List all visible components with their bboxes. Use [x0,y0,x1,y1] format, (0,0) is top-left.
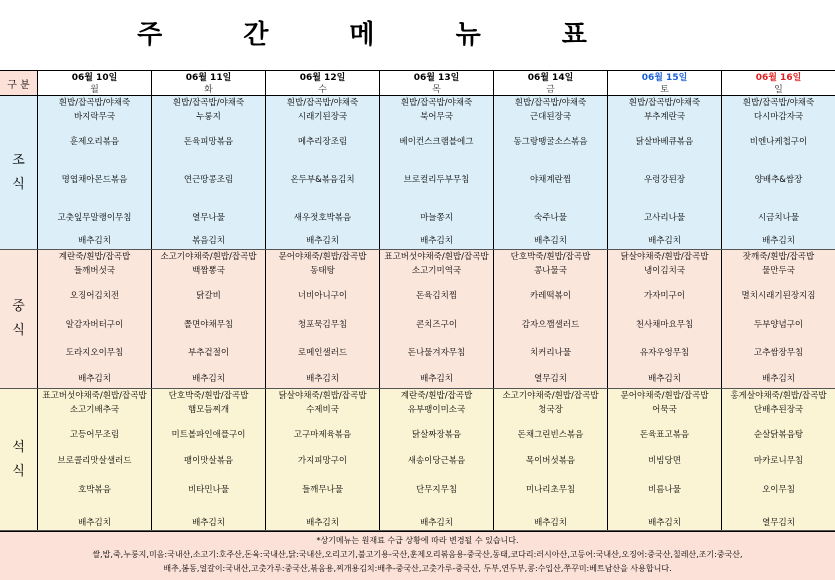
menu-item: 부추겉절이 [187,348,230,358]
menu-item: 배추김치 [420,518,453,528]
menu-item: 동태탕 [310,266,335,276]
menu-item: 오이무침 [762,485,795,495]
menu-item: 소고기배추국 [69,405,120,415]
day-header-wed [266,71,380,95]
menu-item: 배추김치 [534,518,567,528]
menu-item: 팽이맛살볶음 [183,456,234,466]
menu-item: 배추김치 [78,374,111,384]
menu-item: 닭살야채죽/흰밥/잡곡밥 [278,391,367,401]
day-header-sun [722,71,835,95]
menu-item: 소고기야채죽/흰밥/잡곡밥 [502,391,599,401]
menu-item: 흰밥/잡곡밥/야채죽 [286,98,359,108]
menu-item: 다시마감자국 [753,112,804,122]
menu-item: 미나리초무침 [525,485,576,495]
menu-item: 비엔나케첩구이 [749,137,808,147]
menu-item: 가자미구이 [643,291,686,301]
menu-item: 소고기미역국 [411,266,462,276]
menu-item: 시래기된장국 [297,112,348,122]
menu-item: 메추리장조림 [297,137,348,147]
day-date: 06월 11일 [185,73,232,83]
menu-item: 계란죽/흰밥/잡곡밥 [400,391,473,401]
day-weekday: 토 [660,85,669,95]
menu-cell [722,96,835,249]
menu-cell [722,389,835,530]
menu-item: 오징어김치전 [69,291,120,301]
menu-item: 볶음김치 [192,236,225,246]
menu-item: 온두부&볶음김치 [290,175,355,185]
menu-cell [380,96,494,249]
notice-line: 배추,봄동,얼갈이:국내산,고춧가루:중국산,볶음용,찌개용김치:배추-중국산,고춧가루-중국산, 두부,연두부,콩:수입산,쭈꾸미:베트남산을 사용합니다. [163,564,672,573]
menu-cell [380,250,494,388]
menu-item: 홍게살야채죽/흰밥/잡곡밥 [730,391,827,401]
menu-item: 브로컬리두부무침 [403,175,470,185]
menu-item: 배추김치 [762,374,795,384]
menu-item: 고등어무조림 [69,430,120,440]
day-weekday: 목 [432,85,441,95]
menu-item: 소고기야채죽/흰밥/잡곡밥 [160,252,257,262]
menu-item: 마늘쫑지 [420,213,453,223]
menu-item: 비름나물 [648,485,681,495]
header-row [0,70,835,96]
meal-label [0,96,38,249]
menu-cell [38,389,152,530]
menu-item: 흰밥/잡곡밥/야채죽 [400,98,473,108]
menu-item: 배추김치 [648,374,681,384]
menu-cell [152,389,266,530]
page-title: 주 간 메 뉴 표 [137,20,623,50]
day-weekday: 일 [774,85,783,95]
menu-cell [38,96,152,249]
menu-item: 들깨버섯국 [73,266,116,276]
menu-item: 흰밥/잡곡밥/야채죽 [514,98,587,108]
menu-item: 숙주나물 [534,213,567,223]
menu-item: 고사리나물 [643,213,686,223]
menu-item: 양배추&쌈장 [754,175,803,185]
day-header-sat [608,71,722,95]
day-date: 06월 12일 [299,73,346,83]
menu-cell [608,389,722,530]
menu-item: 북어무국 [420,112,453,122]
menu-item: 부추계란국 [643,112,686,122]
day-date: 06월 13일 [413,73,460,83]
meal-label-char: 식 [12,176,25,192]
menu-cell [266,389,380,530]
menu-item: 열무나물 [192,213,225,223]
menu-item: 수제비국 [306,405,339,415]
menu-item: 흰밥/잡곡밥/야채죽 [742,98,815,108]
menu-item: 배추김치 [192,518,225,528]
menu-item: 흰밥/잡곡밥/야채죽 [58,98,131,108]
day-weekday: 수 [318,85,327,95]
menu-item: 배추김치 [534,236,567,246]
menu-item: 열무김치 [534,374,567,384]
menu-item: 닭살바베큐볶음 [635,137,694,147]
menu-item: 베이컨스크램블에그 [399,137,474,147]
day-header-thu [380,71,494,95]
menu-item: 닭살야채죽/흰밥/잡곡밥 [620,252,709,262]
menu-item: 어묵국 [652,405,677,415]
meal-label-char: 식 [12,463,25,479]
menu-item: 문어야채죽/흰밥/잡곡밥 [620,391,709,401]
menu-item: 미트볼파인애플구이 [171,430,246,440]
menu-item: 너비아니구이 [297,291,348,301]
menu-item: 들깨무나물 [301,485,344,495]
menu-item: 물만두국 [762,266,795,276]
menu-item: 고구마제육볶음 [293,430,352,440]
meal-label-char: 중 [12,299,25,314]
menu-item: 두부양념구이 [753,320,804,330]
menu-item: 흰밥/잡곡밥/야채죽 [172,98,245,108]
menu-item: 배추김치 [648,236,681,246]
day-weekday: 금 [546,85,555,95]
menu-cell [608,250,722,388]
day-header-mon [38,71,152,95]
menu-item: 배추김치 [306,374,339,384]
notice-line: *상기메뉴는 원재료 수급 상황에 따라 변경될 수 있습니다. [316,536,519,545]
menu-item: 단무지무침 [415,485,458,495]
menu-item: 바지락무국 [73,112,116,122]
menu-item: 배추김치 [306,518,339,528]
menu-item: 유자우엉무침 [639,348,690,358]
meal-row-breakfast [0,96,835,250]
menu-item: 배추김치 [762,236,795,246]
menu-item: 청포묵김무침 [297,320,348,330]
menu-item: 비타민나물 [187,485,230,495]
header-label: 구 분 [0,71,38,95]
menu-item: 배추김치 [420,236,453,246]
menu-item: 콩나물국 [534,266,567,276]
menu-item: 마카로니무침 [753,456,804,466]
day-weekday: 월 [90,85,99,95]
menu-cell [266,250,380,388]
menu-item: 흰밥/잡곡밥/야채죽 [628,98,701,108]
menu-item: 닭살짜장볶음 [411,430,462,440]
menu-item: 단배추된장국 [753,405,804,415]
menu-item: 냉이김치국 [643,266,686,276]
menu-cell [494,250,608,388]
menu-cell [152,250,266,388]
menu-item: 새우젓호박볶음 [293,213,352,223]
menu-item: 백짬뽕국 [192,266,225,276]
menu-item: 고춧잎무말랭이무침 [57,213,132,223]
menu-cell [38,250,152,388]
menu-item: 동그랑땡굴소스볶음 [513,137,588,147]
menu-item: 알감자버터구이 [65,320,124,330]
menu-item: 목이버섯볶음 [525,456,576,466]
menu-item: 돈육피망볶음 [183,137,234,147]
day-date: 06월 15일 [641,73,688,83]
menu-item: 콘치즈구이 [415,320,458,330]
day-header-tue [152,71,266,95]
menu-item: 햄모듬찌개 [187,405,230,415]
notice-box [0,531,835,580]
meal-row-lunch [0,250,835,389]
menu-cell [152,96,266,249]
meal-label [0,389,38,530]
menu-item: 단호박죽/흰밥/잡곡밥 [510,252,591,262]
menu-item: 야채계란찜 [529,175,572,185]
menu-item: 훈제오리볶음 [69,137,120,147]
menu-item: 비빔당면 [648,456,681,466]
menu-item: 돈육표고볶음 [639,430,690,440]
menu-item: 새송이당근볶음 [407,456,466,466]
menu-item: 계란죽/흰밥/잡곡밥 [58,252,131,262]
menu-item: 누룽지 [196,112,221,122]
day-date: 06월 10일 [71,73,118,83]
day-date: 06월 16일 [755,73,802,83]
menu-item: 배추김치 [648,518,681,528]
menu-item: 우렁강된장 [643,175,686,185]
menu-item: 닭갈비 [196,291,221,301]
menu-item: 시금치나물 [757,213,800,223]
day-weekday: 화 [204,85,213,95]
meal-row-dinner [0,389,835,531]
day-header-fri [494,71,608,95]
menu-item: 멸치시래기된장지짐 [741,291,816,301]
menu-item: 배추김치 [78,518,111,528]
menu-item: 도라지오이무침 [65,348,124,358]
notice-line: 쌀,밥,죽,누룽지,미음:국내산,소고기:호주산,돈육:국내산,닭:국내산,오리고기,불고기용-국산,훈제오리볶음용-중국산,동태,코다리:러시아산,고등어:국내산,오징어:중국산,칠레산,조기:중국산, [92,550,743,559]
meal-label-char: 조 [12,152,25,168]
menu-cell [380,389,494,530]
menu-cell [494,96,608,249]
meal-label [0,250,38,388]
menu-item: 연근땅콩조림 [183,175,234,185]
menu-item: 카레떡볶이 [529,291,572,301]
menu-item: 청국장 [538,405,563,415]
menu-item: 돈나물겨자무침 [407,348,466,358]
menu-item: 치커리나물 [529,348,572,358]
menu-item: 순살닭볶음탕 [753,430,804,440]
menu-item: 문어야채죽/흰밥/잡곡밥 [278,252,367,262]
menu-item: 유부팽이미소국 [407,405,466,415]
menu-item: 로메인샐러드 [297,348,348,358]
menu-cell [608,96,722,249]
menu-item: 쫄면야채무침 [183,320,234,330]
menu-item: 표고버섯야채죽/흰밥/잡곡밥 [42,391,147,401]
menu-item: 표고버섯야채죽/흰밥/잡곡밥 [384,252,489,262]
menu-item: 단호박죽/흰밥/잡곡밥 [168,391,249,401]
meal-label-char: 석 [12,439,25,455]
menu-item: 근대된장국 [529,112,572,122]
menu-item: 감자으깸샐러드 [521,320,580,330]
menu-item: 고추쌈장무침 [753,348,804,358]
menu-item: 배추김치 [78,236,111,246]
menu-item: 명엽채아몬드볶음 [61,175,128,185]
menu-item: 배추김치 [306,236,339,246]
meal-label-char: 식 [12,323,25,338]
menu-item: 브로콜리맛살샐러드 [57,456,132,466]
menu-item: 배추김치 [420,374,453,384]
menu-item: 가지피망구이 [297,456,348,466]
menu-cell [266,96,380,249]
menu-item: 호박볶음 [78,485,111,495]
menu-item: 열무김치 [762,518,795,528]
menu-item: 천사채마요무침 [635,320,694,330]
menu-cell [722,250,835,388]
day-date: 06월 14일 [527,73,574,83]
menu-item: 잣깨죽/흰밥/잡곡밥 [742,252,815,262]
menu-cell [494,389,608,530]
menu-item: 배추김치 [192,374,225,384]
menu-item: 돈채그린빈스볶음 [517,430,584,440]
menu-item: 돈육김치찜 [415,291,458,301]
